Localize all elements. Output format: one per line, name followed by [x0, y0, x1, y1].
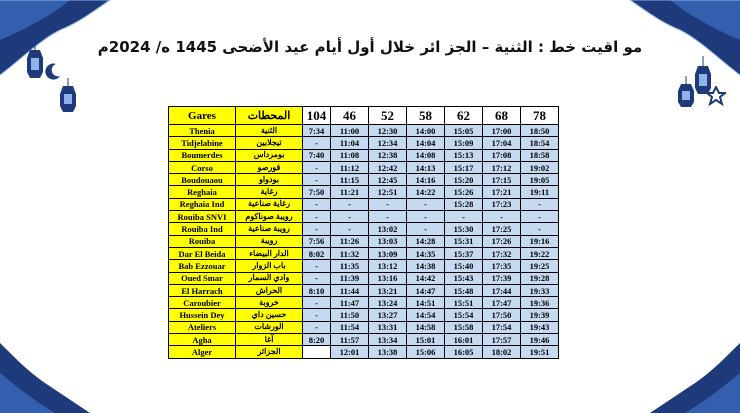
table-row [169, 223, 559, 235]
station-name-arabic: رويبة صناعية [236, 223, 303, 235]
table-row [169, 198, 559, 210]
time-cell: 13:16 [369, 272, 407, 284]
station-name: Boumerdes [169, 149, 236, 161]
time-cell: 11:35 [331, 260, 369, 272]
station-name: Thenia [169, 125, 236, 137]
station-name: Alger [169, 346, 236, 358]
station-name-arabic: بودواو [236, 174, 303, 186]
time-cell: 19:46 [521, 334, 559, 346]
time-cell: 15:51 [445, 297, 483, 309]
station-name-arabic: الثنية [236, 125, 303, 137]
time-cell: 12:34 [369, 137, 407, 149]
time-cell: 19:36 [521, 297, 559, 309]
station-name-arabic: رويبة صوناكوم [236, 211, 303, 223]
time-cell: 18:02 [483, 346, 521, 358]
station-name-arabic: رغاية [236, 186, 303, 198]
time-cell: 17:39 [483, 272, 521, 284]
station-name: Boudouaou [169, 174, 236, 186]
time-cell: 15:54 [445, 309, 483, 321]
column-header-gares: Gares [169, 107, 236, 125]
table-row [169, 272, 559, 284]
table-row [169, 125, 559, 137]
time-cell: 15:48 [445, 284, 483, 296]
time-cell: 19:33 [521, 284, 559, 296]
time-cell: 13:21 [369, 284, 407, 296]
time-cell: - [407, 211, 445, 223]
time-cell: 13:27 [369, 309, 407, 321]
time-cell: 11:26 [331, 235, 369, 247]
time-cell: - [521, 198, 559, 210]
time-cell: 12:42 [369, 161, 407, 173]
time-cell: 15:06 [407, 346, 445, 358]
column-header-arabic-stations: المحطات [236, 107, 303, 125]
time-cell: 17:00 [483, 125, 521, 137]
time-cell: 7:56 [303, 235, 331, 247]
time-cell: 14:35 [407, 247, 445, 259]
time-cell: 14:58 [407, 321, 445, 333]
time-cell: 11:15 [331, 174, 369, 186]
time-cell: - [303, 137, 331, 149]
time-cell: 15:20 [445, 174, 483, 186]
time-cell: 13:02 [369, 223, 407, 235]
column-header-train: 52 [369, 107, 407, 125]
corner-ornament-bottom-left [0, 323, 90, 413]
time-cell: - [407, 223, 445, 235]
time-cell: 14:04 [407, 137, 445, 149]
time-cell: - [303, 309, 331, 321]
table-row [169, 297, 559, 309]
station-name-arabic: رويبة [236, 235, 303, 247]
column-header-train: 58 [407, 107, 445, 125]
time-cell: 18:54 [521, 137, 559, 149]
time-cell: 15:26 [445, 186, 483, 198]
station-name-arabic: الحراش [236, 284, 303, 296]
timetable-body [169, 125, 559, 359]
time-cell: 19:11 [521, 186, 559, 198]
time-cell: - [303, 211, 331, 223]
time-cell: - [303, 174, 331, 186]
station-name: Oued Smar [169, 272, 236, 284]
time-cell: 17:21 [483, 186, 521, 198]
time-cell: 14:08 [407, 149, 445, 161]
lantern-icon [676, 76, 696, 112]
table-row [169, 309, 559, 321]
station-name-arabic: الدار البيضاء [236, 247, 303, 259]
time-cell: 15:31 [445, 235, 483, 247]
time-cell: 17:57 [483, 334, 521, 346]
table-row [169, 284, 559, 296]
time-cell: - [369, 198, 407, 210]
time-cell: - [303, 161, 331, 173]
time-cell: 8:20 [303, 334, 331, 346]
time-cell: 11:50 [331, 309, 369, 321]
time-cell: 13:24 [369, 297, 407, 309]
time-cell: 19:25 [521, 260, 559, 272]
station-name-arabic: رغاية صناعية [236, 198, 303, 210]
time-cell: - [407, 198, 445, 210]
station-name: Reghaia [169, 186, 236, 198]
time-cell: 15:43 [445, 272, 483, 284]
station-name: Bab Ezzouar [169, 260, 236, 272]
time-cell: 8:02 [303, 247, 331, 259]
column-header-train: 78 [521, 107, 559, 125]
time-cell: 11:32 [331, 247, 369, 259]
station-name: El Harrach [169, 284, 236, 296]
station-name: Dar El Beida [169, 247, 236, 259]
column-header-train: 46 [331, 107, 369, 125]
time-cell: 18:50 [521, 125, 559, 137]
time-cell: 15:28 [445, 198, 483, 210]
table-row [169, 149, 559, 161]
time-cell: 13:03 [369, 235, 407, 247]
time-cell: 12:51 [369, 186, 407, 198]
time-cell: - [303, 321, 331, 333]
time-cell: 13:09 [369, 247, 407, 259]
time-cell: - [483, 211, 521, 223]
time-cell: 14:22 [407, 186, 445, 198]
station-name-arabic: حسين داي [236, 309, 303, 321]
time-cell: 11:08 [331, 149, 369, 161]
column-header-train: 68 [483, 107, 521, 125]
time-cell: 14:38 [407, 260, 445, 272]
time-cell: - [303, 272, 331, 284]
time-cell: 15:37 [445, 247, 483, 259]
station-name-arabic: خروبة [236, 297, 303, 309]
time-cell: 17:12 [483, 161, 521, 173]
time-cell: 17:44 [483, 284, 521, 296]
time-cell: 19:02 [521, 161, 559, 173]
station-name: Ateliers [169, 321, 236, 333]
time-cell: 11:54 [331, 321, 369, 333]
lantern-icon [58, 78, 78, 118]
time-cell: 17:23 [483, 198, 521, 210]
station-name: Reghaia Ind [169, 198, 236, 210]
time-cell: 15:17 [445, 161, 483, 173]
time-cell: 15:01 [407, 334, 445, 346]
station-name: Rouiba Ind [169, 223, 236, 235]
time-cell: - [303, 198, 331, 210]
time-cell: 19:28 [521, 272, 559, 284]
time-cell: 14:16 [407, 174, 445, 186]
time-cell: 17:04 [483, 137, 521, 149]
time-cell: 11:47 [331, 297, 369, 309]
time-cell: 12:38 [369, 149, 407, 161]
time-cell: 11:00 [331, 125, 369, 137]
table-row [169, 161, 559, 173]
time-cell: 13:31 [369, 321, 407, 333]
time-cell: 15:40 [445, 260, 483, 272]
time-cell: 11:39 [331, 272, 369, 284]
table-row [169, 211, 559, 223]
station-name: Rouiba [169, 235, 236, 247]
time-cell: - [331, 211, 369, 223]
time-cell: 7:50 [303, 186, 331, 198]
time-cell: 11:12 [331, 161, 369, 173]
corner-ornament-bottom-right [650, 323, 740, 413]
column-header-train: 104 [303, 107, 331, 125]
station-name: Caroubier [169, 297, 236, 309]
time-cell: 15:30 [445, 223, 483, 235]
table-row [169, 247, 559, 259]
time-cell: 19:39 [521, 309, 559, 321]
time-cell: 17:15 [483, 174, 521, 186]
time-cell: 17:50 [483, 309, 521, 321]
time-cell: 11:57 [331, 334, 369, 346]
time-cell: 17:47 [483, 297, 521, 309]
station-name-arabic: بومرداس [236, 149, 303, 161]
time-cell: - [331, 198, 369, 210]
station-name-arabic: تيجلابين [236, 137, 303, 149]
time-cell: 8:10 [303, 284, 331, 296]
time-cell: 14:54 [407, 309, 445, 321]
time-cell: 12:30 [369, 125, 407, 137]
station-name-arabic: قورصو [236, 161, 303, 173]
time-cell: 14:47 [407, 284, 445, 296]
time-cell: 14:13 [407, 161, 445, 173]
time-cell: - [303, 223, 331, 235]
table-row [169, 174, 559, 186]
time-cell: 7:40 [303, 149, 331, 161]
time-cell: 15:05 [445, 125, 483, 137]
time-cell: 18:58 [521, 149, 559, 161]
table-row [169, 235, 559, 247]
time-cell: 14:42 [407, 272, 445, 284]
station-name: Agha [169, 334, 236, 346]
page-title: مو اقيت خط : الثنية – الجز ائر خلال أول أيام عيد الأضحى 1445 ه/ 2024م [97, 38, 643, 56]
station-name-arabic: الورشات [236, 321, 303, 333]
time-cell: - [303, 260, 331, 272]
table-row [169, 334, 559, 346]
time-cell: - [445, 211, 483, 223]
time-cell: - [521, 223, 559, 235]
time-cell: 12:01 [331, 346, 369, 358]
time-cell: 19:05 [521, 174, 559, 186]
time-cell: 19:16 [521, 235, 559, 247]
table-row [169, 346, 559, 358]
time-cell: 17:25 [483, 223, 521, 235]
table-row [169, 186, 559, 198]
table-row [169, 137, 559, 149]
time-cell: 19:43 [521, 321, 559, 333]
table-row [169, 260, 559, 272]
time-cell: - [369, 211, 407, 223]
time-cell: 19:51 [521, 346, 559, 358]
station-name: Tidjelabine [169, 137, 236, 149]
station-name: Hussein Dey [169, 309, 236, 321]
station-name-arabic: وادي السمار [236, 272, 303, 284]
time-cell: 13:12 [369, 260, 407, 272]
time-cell: 11:44 [331, 284, 369, 296]
column-header-train: 62 [445, 107, 483, 125]
station-name-arabic: باب الزوار [236, 260, 303, 272]
time-cell: 14:51 [407, 297, 445, 309]
time-cell: 19:22 [521, 247, 559, 259]
time-cell: 17:08 [483, 149, 521, 161]
time-cell: 17:32 [483, 247, 521, 259]
header-row [169, 107, 559, 125]
time-cell [303, 346, 331, 358]
time-cell: 11:04 [331, 137, 369, 149]
time-cell: 13:38 [369, 346, 407, 358]
time-cell: 15:58 [445, 321, 483, 333]
time-cell: - [303, 297, 331, 309]
station-name: Corso [169, 161, 236, 173]
time-cell: 7:34 [303, 125, 331, 137]
station-name-arabic: آغا [236, 334, 303, 346]
time-cell: 14:00 [407, 125, 445, 137]
time-cell: - [521, 211, 559, 223]
time-cell: 17:26 [483, 235, 521, 247]
time-cell: 15:09 [445, 137, 483, 149]
time-cell: 14:28 [407, 235, 445, 247]
timetable [168, 106, 559, 359]
time-cell: 11:21 [331, 186, 369, 198]
time-cell: 16:01 [445, 334, 483, 346]
time-cell: - [331, 223, 369, 235]
time-cell: 17:35 [483, 260, 521, 272]
time-cell: 12:45 [369, 174, 407, 186]
time-cell: 15:13 [445, 149, 483, 161]
station-name-arabic: الجزائر [236, 346, 303, 358]
star-icon [706, 86, 726, 106]
station-name: Rouiba SNVI [169, 211, 236, 223]
time-cell: 16:05 [445, 346, 483, 358]
table-row [169, 321, 559, 333]
time-cell: 13:34 [369, 334, 407, 346]
time-cell: 17:54 [483, 321, 521, 333]
